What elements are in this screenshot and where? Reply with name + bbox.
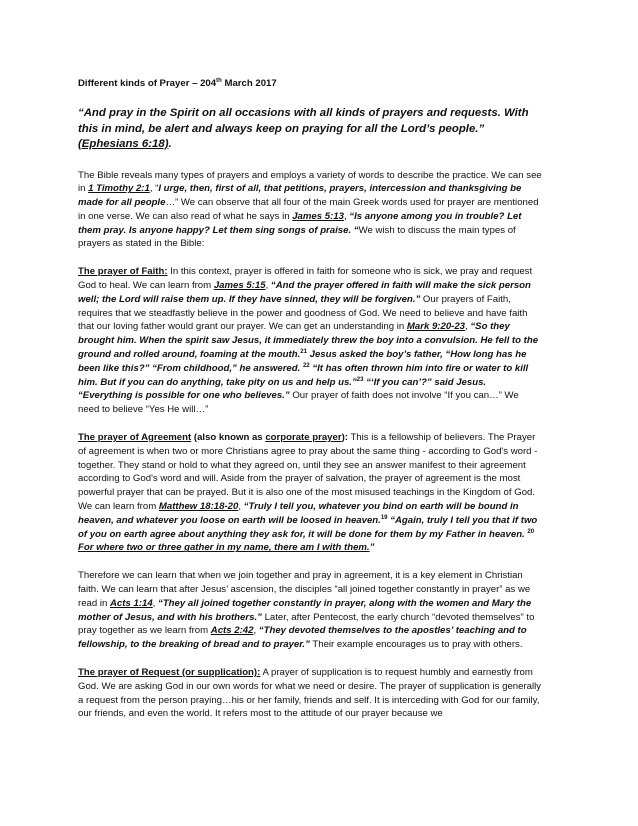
scripture-quote: Jesus asked the boy’s father, “How long has he been like this?” “From childhood,” he answered. [78, 349, 527, 374]
scripture-quote: “Truly I tell you, whatever you bind on earth will be bound in heaven, and whatever you loose on earth will be loosed in heaven. [78, 501, 519, 526]
scripture-quote: “They all joined together constantly in prayer, along with the women and Mary the mother of Jesus, and with his brothers.” [78, 597, 532, 623]
verse-number: 19 [380, 514, 388, 521]
scripture-quote: “Is anyone among you in trouble? Let them pray. Is anyone happy? Let them sing songs of praise. “ [78, 210, 522, 236]
section-title: The prayer of Request (or supplication): [78, 667, 261, 678]
agreement-followup-paragraph: Therefore we can learn that when we join together and pray in agreement, it is a key element in Christian faith. We can learn that after Jesus’ ascension, the disciples “all joined together constantly in prayer” as we read in Acts 1:14, “They all joined together constantly in prayer, along with the women and Mary the mother of Jesus, and with his brothers.” Later, after Pentecost, the early church “devoted themselves” to pray together as we learn from Acts 2:42, “They devoted themselves to the apostles’ teaching and to fellowship, to the breaking of bread and to prayer.” Their example encourages us to pray with others. [78, 570, 535, 651]
section-title: The prayer of Faith: [78, 266, 168, 278]
section-title: The prayer of Agreement [78, 432, 192, 444]
scripture-quote: “‘If you can’?” said Jesus. “Everything is possible for one who believes.” [78, 376, 487, 402]
scripture-reference: James 5:13 [292, 210, 344, 222]
prayer-of-faith-section: The prayer of Faith: In this context, prayer is offered in faith for someone who is sick, we pray and request God to heal. We can learn from James 5:15, “And the prayer offered in faith will make the sick person well; the Lord will raise them up. If they have sinned, they will be forgiven.” Our prayers of Faith, requires that we steadfastly believe in the power and goodness of God. We need to believe and have faith that our loving father would grant our prayer. We can get an understanding in Mark 9:20-23, “So they brought him. When the spirit saw Jesus, it immediately threw the boy into a convulsion. He fell to the ground and rolled around, foaming at the mouth.$^{21}$ Jesus asked the boy’s father, “How long has he been like this?” “From childhood,” he answered. $^{22}$ “It has often thrown him into fire or water to kill him. But if you can do anything, take pity on us and help us.”$^{23}$ “‘If you can’?” said Jesus. “Everything is possible for one who believes.” Our prayer of faith does not involve “If you can…” We need to believe “Yes He will…” [78, 266, 539, 416]
scripture-quote: I urge, then, first of all, that petitions, prayers, intercession and thanksgiving be made for all people [78, 183, 522, 209]
scripture-reference: 1 Timothy 2:1 [88, 183, 150, 195]
scripture-quote: “It has often thrown him into fire or water to kill him. But if you can do anything, take pity on us and help us.” [78, 362, 529, 388]
verse-number: 23 [356, 376, 364, 383]
scripture-quote: “And the prayer offered in faith will make the sick person well; the Lord will raise them up. If they have sinned, they will be forgiven.” [78, 280, 531, 305]
section-subtitle: corporate prayer [265, 432, 342, 444]
scripture-quote: “So they brought him. When the spirit saw Jesus, it immediately threw the boy into a convulsion. He fell to the ground and rolled around, foaming at the mouth. [78, 321, 539, 361]
scripture-reference: Acts 2:42 [210, 625, 254, 637]
prayer-of-request-section: The prayer of Request (or supplication): A prayer of supplication is to request humbly and earnestly from God. We are asking God in our own words for what we need or desire. The prayer of supplication is generally a request from the person praying…his or her family, friends and self. It is interceding with God for our family, our friends, and even the world. It refers most to the attitude of our prayer because we [78, 667, 542, 720]
scripture-reference: James 5:15 [213, 280, 266, 292]
intro-paragraph: The Bible reveals many types of prayers and employs a variety of words to describe the practice. We can see in 1 Timothy 2:1, “I urge, then, first of all, that petitions, prayers, intercession and thanksgiving be made for all people…” We can observe that all four of the main Greek words used for prayer are mentioned in one verse. We can also read of what he says in James 5:13, “Is anyone among you in trouble? Let them pray. Is anyone happy? Let them sing songs of praise. “We wish to discuss the main types of prayers as stated in the Bible: [78, 169, 542, 250]
scripture-quote: “They devoted themselves to the apostles’ teaching and to fellowship, to the breaking of bread and to prayer.” [78, 625, 527, 651]
document-heading: Different kinds of Prayer – 204th March 2017 [78, 77, 277, 89]
prayer-of-agreement-section: The prayer of Agreement (also known as corporate prayer): This is a fellowship of believers. The Prayer of agreement is when two or more Christians agree to pray about the same thing - according to God's word - together. They stand or hold to what they agreed on, until they see an answer manifest to their agreement according to God's word and will. Aside from the prayer of salvation, the prayer of agreement is the most powerful prayer that can be prayed. But it is also one of the most misused teachings in the Kingdom of God. We can learn from Matthew 18:18-20, “Truly I tell you, whatever you bind on earth will be bound in heaven, and whatever you loose on earth will be loosed in heaven.$^{19}$ “Again, truly I tell you that if two of you on earth agree about anything they ask for, it will be done for them by my Father in heaven. $^{20}$ For where two or three gather in my name, there am I with them.” [78, 432, 538, 554]
scripture-quote: For where two or three gather in my name, there am I with them. [78, 542, 370, 554]
scripture-reference: Acts 1:14 [110, 597, 153, 609]
verse-number: 21 [300, 348, 307, 355]
lead-scripture-quote: “And pray in the Spirit on all occasions with all kinds of prayers and requests. With this in mind, be alert and always keep on praying for all the Lord’s people.” (Ephesians 6:18). [78, 107, 529, 150]
scripture-quote: “Again, truly I tell you that if two of you on earth agree about anything they ask for, it will be done for them by my Father in heaven. [78, 514, 538, 540]
scripture-reference: (Ephesians 6:18) [78, 138, 169, 150]
verse-number: 22 [302, 362, 310, 369]
scripture-reference: Mark 9:20-23 [406, 321, 466, 333]
scripture-reference: Matthew 18:18-20 [158, 501, 239, 513]
verse-number: 20 [527, 528, 535, 535]
